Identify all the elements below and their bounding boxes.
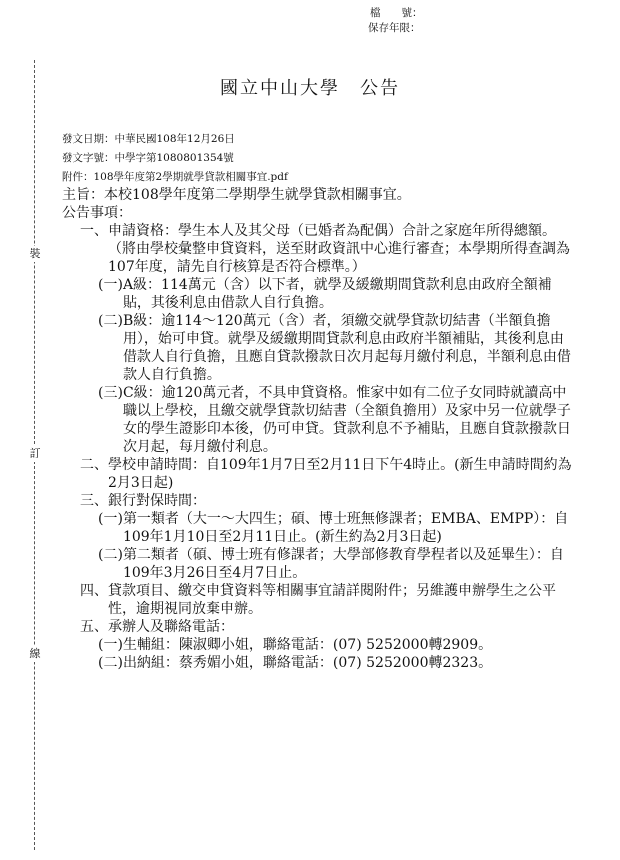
page-title: 國立中山大學 公告 — [220, 78, 400, 99]
archive-info — [368, 6, 423, 36]
issue-date: 發文日期：中華民國108年12月26日 — [62, 133, 235, 145]
subsection-number: (一) — [98, 637, 123, 653]
section-text: 貸款項目、繳交申貸資料等相關事宜請詳閱附件；另維護申辦學生之公平性，逾期視同放棄申辦。 — [108, 583, 556, 617]
items-heading: 公告事項： — [62, 205, 132, 221]
subsection-number: (二) — [98, 655, 123, 671]
subsection-text: 生輔組：陳淑卿小姐，聯絡電話：(07) 5252000轉2909。 — [122, 637, 493, 653]
subsection-1-2 — [62, 312, 572, 384]
subsection-text: B級：逾114～120萬元（含）者，須繳交就學貸款切結書（半額負擔用），始可申貸。就學及緩繳期間貸款利息由政府半額補貼，其後利息由借款人自行負擔，且應自貸款撥款日次月起每月繳付利息，半額利息由借款人自行負擔。 — [122, 313, 571, 383]
section-number: 五、 — [80, 619, 108, 635]
section-5 — [62, 618, 572, 636]
subsection-3-1 — [62, 510, 572, 546]
binding-char-ding: 訂 — [27, 446, 43, 462]
section-text: 學校申請時間：自109年1月7日至2月11日下午4時止。(新生申請時間約為2月3日起) — [108, 457, 572, 491]
section-4 — [62, 582, 572, 618]
subsection-5-1 — [62, 636, 572, 654]
section-1 — [62, 222, 572, 276]
section-text: 承辦人及聯絡電話： — [108, 619, 234, 635]
binding-char-zhuang: 裝 — [27, 246, 43, 262]
subsection-number: (二) — [98, 547, 123, 563]
attachment-link[interactable]: 附件：108學年度第2學期就學貸款相關事宜.pdf — [62, 171, 288, 183]
document-meta — [62, 130, 288, 187]
announcement-body — [62, 186, 572, 672]
subsection-3-2 — [62, 546, 572, 582]
subsection-5-2 — [62, 654, 572, 672]
subsection-1-3 — [62, 384, 572, 456]
section-number: 二、 — [80, 457, 108, 473]
subsection-text: C級：逾120萬元者，不具申貸資格。惟家中如有二位子女同時就讀高中職以上學校，且繳交就學貸款切結書（全額負擔用）及家中另一位就學子女的學生證影印本後，仍可申貸。貸款利息不予補貼，且應自貸款撥款日次月起，每月繳付利息。 — [122, 385, 571, 455]
subsection-number: (一) — [98, 277, 123, 293]
document-number: 發文字號：中學字第1080801354號 — [62, 152, 234, 164]
section-number: 一、 — [80, 223, 108, 239]
section-number: 三、 — [80, 493, 108, 509]
binding-char-xian: 線 — [27, 646, 43, 662]
section-text: 申請資格：學生本人及其父母（已婚者為配偶）合計之家庭年所得總額。（將由學校彙整申貸資料，送至財政資訊中心進行審查；本學期所得查調為107年度，請先自行核算是否符合標準。） — [108, 223, 570, 275]
file-number-label: 檔 號： — [370, 7, 423, 19]
subsection-text: 第一類者（大一～大四生；碩、博士班無修課者；EMBA、EMPP）：自109年1月10日至2月11日止。(新生約為2月3日起) — [122, 511, 569, 545]
subsection-1-1 — [62, 276, 572, 312]
section-text: 銀行對保時間： — [108, 493, 206, 509]
subsection-text: 第二類者（碩、博士班有修課者；大學部修教育學程者以及延畢生）：自109年3月26日至4月7日止。 — [122, 547, 564, 581]
section-number: 四、 — [80, 583, 108, 599]
retention-label: 保存年限： — [368, 22, 421, 34]
subsection-number: (二) — [98, 313, 123, 329]
subsection-text: A級：114萬元（含）以下者，就學及緩繳期間貸款利息由政府全額補貼，其後利息由借款人自行負擔。 — [122, 277, 552, 311]
subject: 主旨：本校108學年度第二學期學生就學貸款相關事宜。 — [62, 187, 411, 203]
section-3 — [62, 492, 572, 510]
subsection-number: (一) — [98, 511, 123, 527]
subsection-number: (三) — [98, 385, 123, 401]
section-2 — [62, 456, 572, 492]
subsection-text: 出納組：蔡秀媚小姐，聯絡電話：(07) 5252000轉2323。 — [122, 655, 493, 671]
